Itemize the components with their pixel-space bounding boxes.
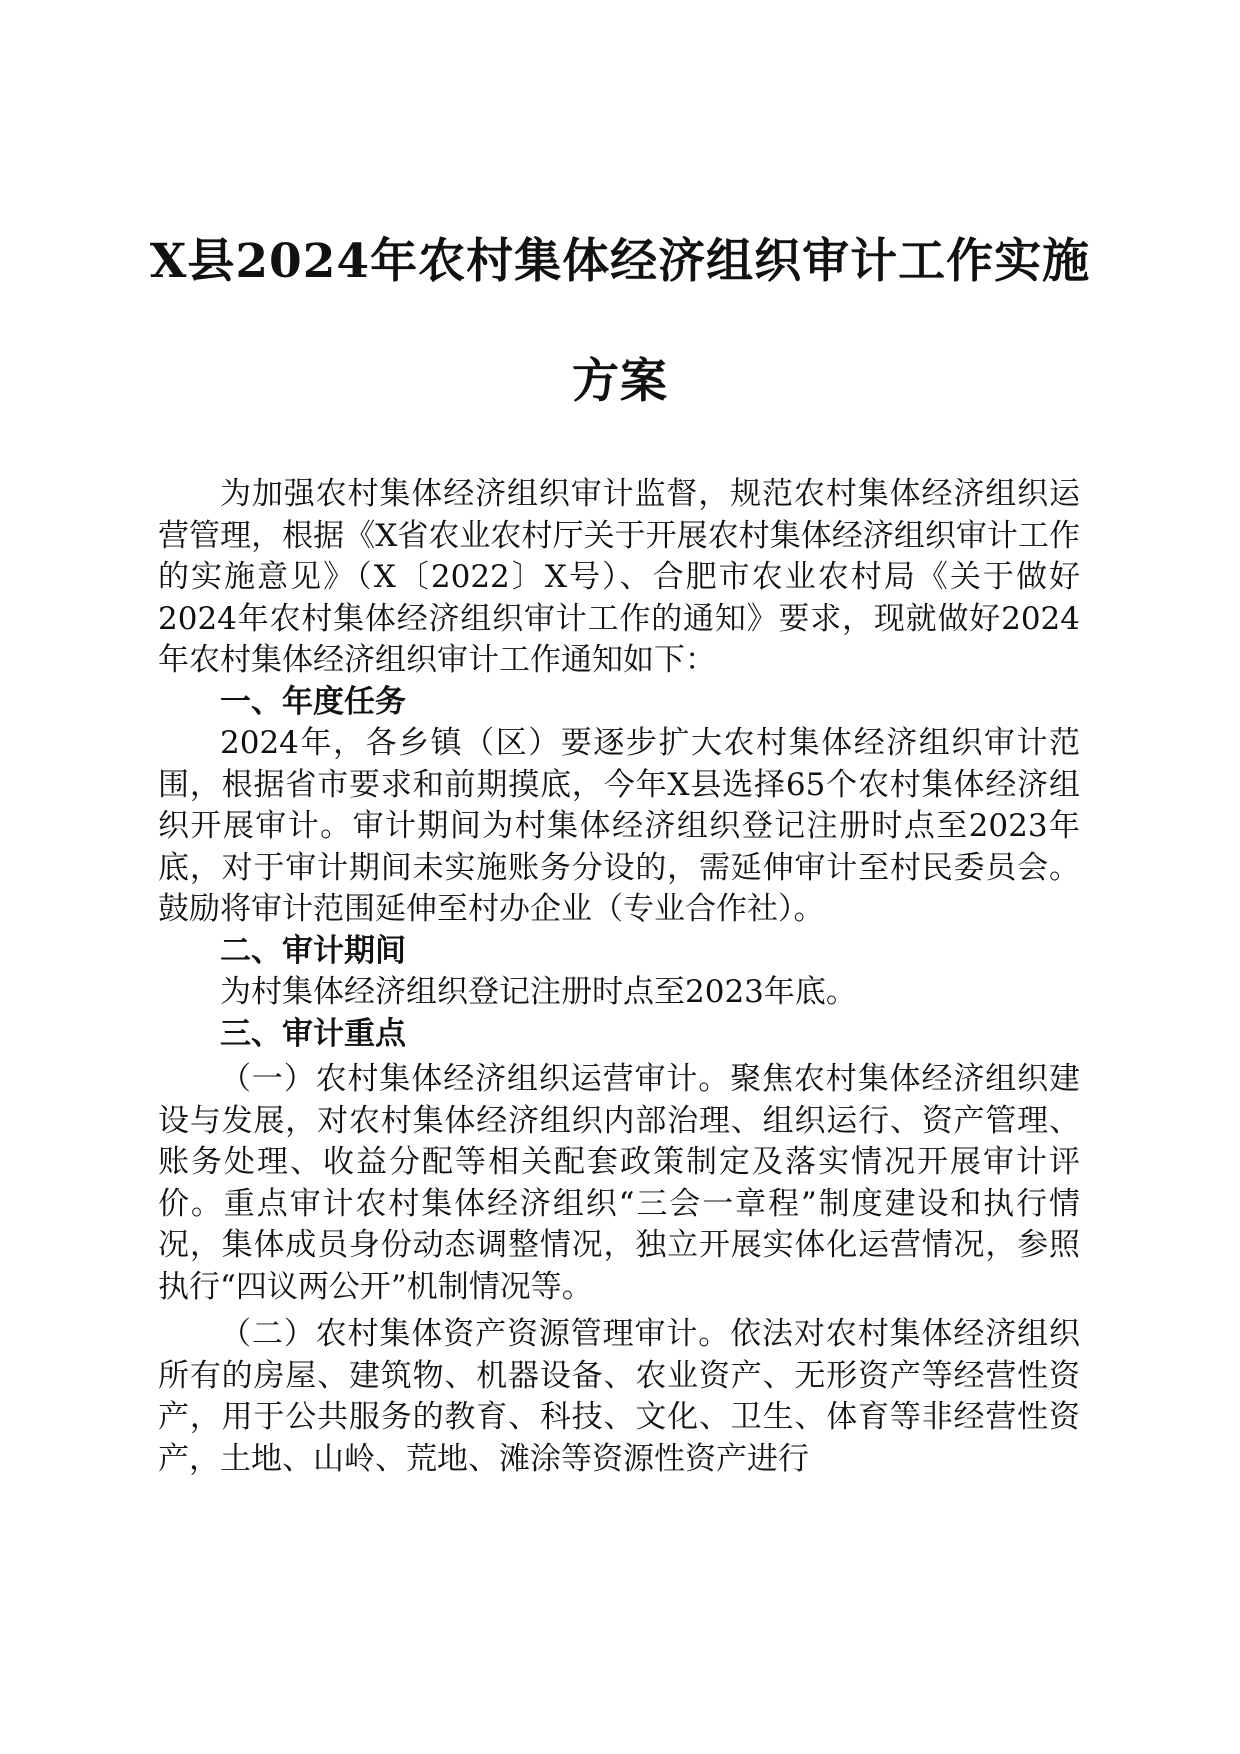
section-2-heading: 二、审计期间 (220, 932, 406, 969)
section-1-paragraph: 2024年，各乡镇（区）要逐步扩大农村集体经济组织审计范围，根据省市要求和前期摸底，今年X县选择65个农村集体经济组织开展审计。审计期间为村集体经济组织登记注册时点至2023年底，对于审计期间未实施账务分设的，需延伸审计至村民委员会。鼓励将审计范围延伸至村办企业（专业合作社）。 (158, 725, 1080, 927)
intro-paragraph: 为加强农村集体经济组织审计监督，规范农村集体经济组织运营管理，根据《X省农业农村厅关于开展农村集体经济组织审计工作的实施意见》（X〔2022〕X号）、合肥市农业农村局《关于做好2024年农村集体经济组织审计工作的通知》要求，现就做好2024年农村集体经济组织审计工作通知如下： (158, 476, 1080, 678)
section-3-item-1: （一）农村集体经济组织运营审计。聚焦农村集体经济组织建设与发展，对农村集体经济组织内部治理、组织运行、资产管理、账务处理、收益分配等相关配套政策制定及落实情况开展审计评价。重点审计农村集体经济组织“三会一章程”制度建设和执行情况，集体成员身份动态调整情况，独立开展实体化运营情况，参照执行“四议两公开”机制情况等。 (158, 1061, 1080, 1305)
document-title-line-2: 方案 (572, 354, 668, 409)
section-1-heading: 一、年度任务 (220, 683, 406, 720)
document-title-line-1: X县2024年农村集体经济组织审计工作实施 (149, 234, 1091, 289)
section-3-item-2: （二）农村集体资产资源管理审计。依法对农村集体经济组织所有的房屋、建筑物、机器设备、农业资产、无形资产等经营性资产，用于公共服务的教育、科技、文化、卫生、体育等非经营性资产，土地、山岭、荒地、滩涂等资源性资产进行 (158, 1316, 1080, 1477)
section-2-paragraph: 为村集体经济组织登记注册时点至2023年底。 (220, 974, 857, 1010)
document-body (158, 474, 1080, 1480)
section-3-heading: 三、审计重点 (220, 1015, 406, 1052)
